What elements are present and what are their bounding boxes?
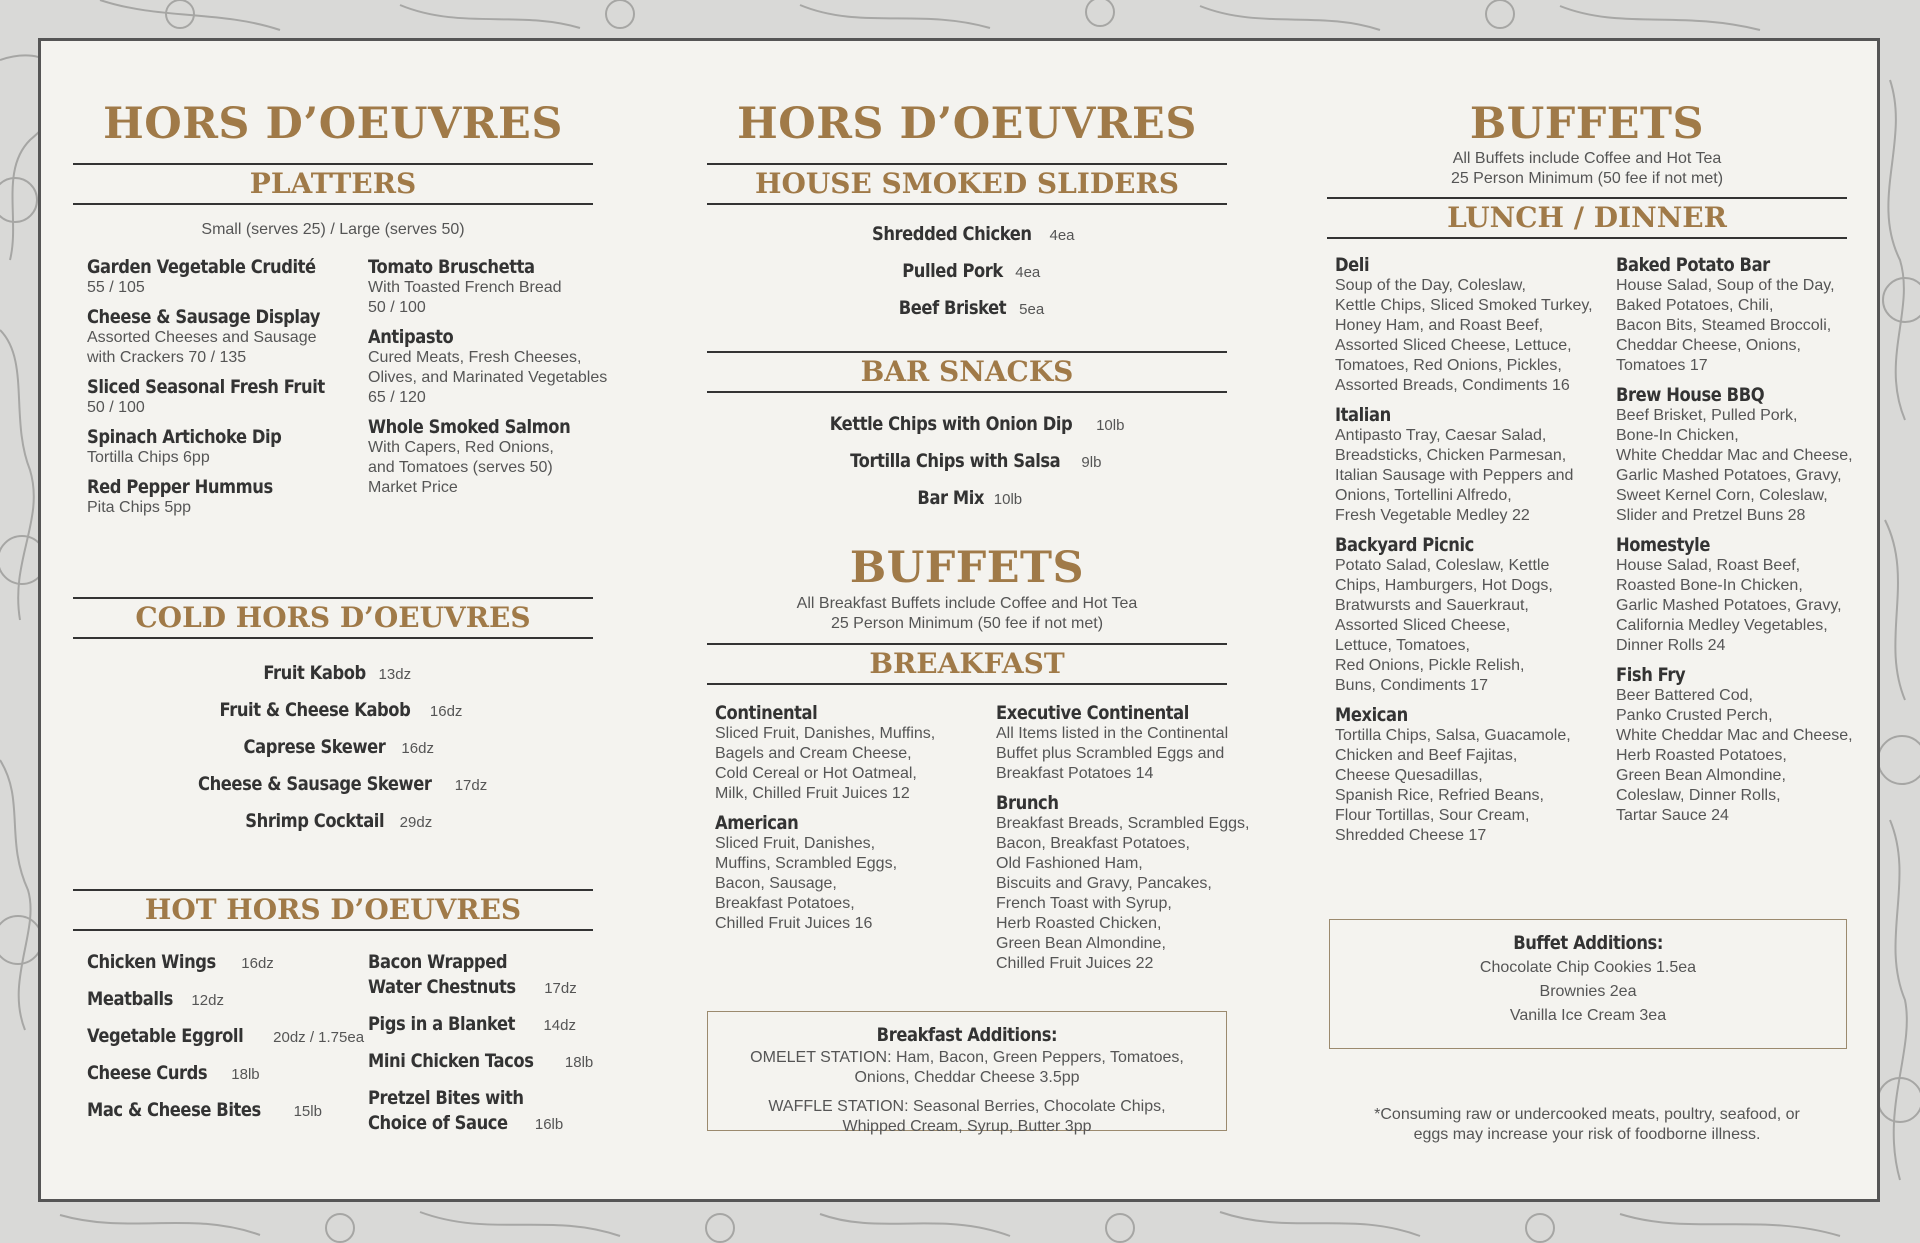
menu-item (87, 988, 367, 1025)
item-name: Choice of Sauce (368, 1112, 508, 1134)
item-description: Breakfast Breads, Scrambled Eggs, Bacon, Breakfast Potatoes, Old Fashioned Ham, Biscuits and Gravy, Pancakes, French Toast with Syrup, Herb Roasted Chicken, Green Bean Almondine, Chilled Fruit Juices 22 (996, 815, 1250, 972)
buffets-note: All Buffets include Coffee and Hot Tea (1452, 150, 1722, 167)
item-description: Cured Meats, Fresh Cheeses, Olives, and Marinated Vegetables 65 / 120 (368, 349, 608, 406)
item-name: Tomato Bruschetta (368, 256, 535, 278)
item-name: Sliced Seasonal Fresh Fruit (87, 376, 325, 398)
cold-list (73, 656, 593, 841)
heading-hors-doeuvres: HORS D’OEUVRES (737, 99, 1197, 149)
menu-item (73, 693, 593, 730)
sliders-list (707, 217, 1227, 328)
item-name: Italian (1335, 404, 1391, 426)
platters-right-list (368, 256, 638, 506)
waffle-station: WAFFLE STATION: Seasonal Berries, Chocolate Chips, Whipped Cream, Syrup, Butter 3pp (768, 1098, 1166, 1135)
menu-item (87, 1062, 367, 1099)
item-name: Backyard Picnic (1335, 534, 1474, 556)
menu-item (87, 1099, 367, 1136)
item-name: Deli (1335, 254, 1370, 276)
hot-left-list (87, 951, 367, 1136)
item-price: 14dz (543, 1017, 576, 1034)
menu-item (73, 656, 593, 693)
omelet-station: OMELET STATION: Ham, Bacon, Green Peppers, Tomatoes, Onions, Cheddar Cheese 3.5pp (750, 1049, 1184, 1086)
item-name: Cheese Curds (87, 1062, 208, 1084)
lunch-right-list (1616, 254, 1876, 826)
item-name: Whole Smoked Salmon (368, 416, 571, 438)
menu-item (87, 426, 357, 468)
breakfast-additions-title: Breakfast Additions: (876, 1024, 1058, 1046)
buffet-additions-box (1329, 919, 1847, 1049)
menu-item (707, 407, 1227, 444)
item-name: Pretzel Bites with (368, 1087, 524, 1109)
item-price: 12dz (191, 992, 224, 1009)
item-description: Beef Brisket, Pulled Pork, Bone-In Chicken, White Cheddar Mac and Cheese, Garlic Mashed Potatoes, Gravy, Sweet Kernel Corn, Coleslaw, Slider and Pretzel Buns 28 (1616, 407, 1853, 524)
menu-item (1335, 254, 1615, 396)
item-name: Continental (715, 702, 818, 724)
item-name: Water Chestnuts (368, 976, 516, 998)
item-price: 18lb (564, 1054, 594, 1071)
menu-item (73, 730, 593, 767)
item-description: Sliced Fruit, Danishes, Muffins, Bagels and Cream Cheese, Cold Cereal or Hot Oatmeal, Milk, Chilled Fruit Juices 12 (715, 725, 936, 802)
buffet-addition-item: Brownies 2ea (1539, 983, 1637, 1000)
item-name: Brew House BBQ (1616, 384, 1765, 406)
item-name: Pulled Pork (901, 260, 1003, 282)
menu-item (368, 1087, 638, 1137)
menu-item (707, 254, 1227, 291)
item-price: 16dz (401, 740, 434, 757)
menu-item (87, 476, 357, 518)
item-price: 16dz (429, 703, 463, 720)
lunch-left-list (1335, 254, 1615, 846)
menu-item (996, 702, 1266, 784)
heading-buffets: BUFFETS (1469, 99, 1705, 149)
breakfast-left-list (715, 702, 995, 934)
item-price: 17dz (544, 980, 577, 997)
item-name: Bacon Wrapped (368, 951, 508, 973)
item-name: Brunch (996, 792, 1059, 814)
item-name: Meatballs (87, 988, 173, 1010)
item-name: Executive Continental (996, 702, 1189, 724)
item-price: 20dz / 1.75ea (273, 1029, 365, 1046)
item-name: Pigs in a Blanket (368, 1013, 516, 1035)
item-description: House Salad, Roast Beef, Roasted Bone-In Chicken, Garlic Mashed Potatoes, Gravy, California Medley Vegetables, Dinner Rolls 24 (1616, 557, 1842, 654)
item-name: Fish Fry (1616, 664, 1686, 686)
item-price: 13dz (378, 666, 412, 683)
menu-item (87, 376, 357, 418)
menu-item (715, 812, 995, 934)
buffet-addition-item: Vanilla Ice Cream 3ea (1509, 1007, 1667, 1024)
item-price: 9lb (1081, 454, 1102, 471)
item-name: Antipasto (368, 326, 454, 348)
menu-item (1616, 664, 1876, 826)
menu-item (996, 792, 1266, 974)
item-name: Red Pepper Hummus (87, 476, 273, 498)
item-name: Homestyle (1616, 534, 1711, 556)
item-price: 10lb (1096, 417, 1125, 434)
item-name: Mexican (1335, 704, 1408, 726)
menu-item (368, 416, 638, 498)
item-description: All Items listed in the Continental Buffet plus Scrambled Eggs and Breakfast Potatoes 14 (996, 725, 1229, 782)
item-price: 10lb (993, 491, 1023, 508)
section-title-breakfast: BREAKFAST (707, 643, 1227, 685)
item-price: 18lb (231, 1066, 260, 1083)
item-description: Assorted Cheeses and Sausage with Crackers 70 / 135 (87, 329, 317, 366)
foodborne-illness-disclaimer: *Consuming raw or undercooked meats, poultry, seafood, or eggs may increase your risk of foodborne illness. (1374, 1106, 1800, 1143)
section-title-cold-hors-doeuvres: COLD HORS D’OEUVRES (73, 597, 593, 639)
menu-item (368, 256, 638, 318)
breakfast-additions-box (707, 1011, 1227, 1135)
menu-item (707, 217, 1227, 254)
item-name: Caprese Skewer (243, 736, 386, 758)
menu-item (1335, 404, 1615, 526)
item-description: Potato Salad, Coleslaw, Kettle Chips, Hamburgers, Hot Dogs, Bratwursts and Sauerkraut, Assorted Sliced Cheese, Lettuce, Tomatoes, Red Onions, Pickle Relish, Buns, Condiments 17 (1335, 557, 1553, 694)
item-price: 4ea (1015, 264, 1041, 281)
item-price: 16lb (534, 1116, 564, 1133)
item-description: Tortilla Chips 6pp (87, 449, 210, 466)
item-name: Mini Chicken Tacos (368, 1050, 534, 1072)
menu-item (87, 1025, 367, 1062)
menu-item (368, 1050, 638, 1075)
menu-item (707, 444, 1227, 481)
heading-hors-doeuvres: HORS D’OEUVRES (103, 99, 563, 149)
menu-item (707, 291, 1227, 328)
item-price: 5ea (1019, 301, 1045, 318)
breakfast-right-list (996, 702, 1266, 974)
platters-left-list (87, 256, 357, 526)
item-name: Kettle Chips with Onion Dip (829, 413, 1072, 435)
item-name: Shrimp Cocktail (245, 810, 384, 832)
breakfast-buffets-note: All Breakfast Buffets include Coffee and Hot Tea (796, 595, 1138, 612)
menu-item (368, 1013, 638, 1038)
item-name: Cheese & Sausage Skewer (197, 773, 432, 795)
item-name: American (715, 812, 799, 834)
hot-right-list (368, 951, 638, 1137)
menu-item (1616, 384, 1876, 526)
item-price: 17dz (454, 777, 488, 794)
buffet-addition-item: Chocolate Chip Cookies 1.5ea (1479, 959, 1697, 976)
platters-size-note: Small (serves 25) / Large (serves 50) (201, 221, 465, 238)
menu-item (87, 951, 367, 988)
item-name: Spinach Artichoke Dip (87, 426, 282, 448)
item-price: 4ea (1049, 227, 1075, 244)
item-name: Tortilla Chips with Salsa (849, 450, 1060, 472)
item-name: Fruit Kabob (263, 662, 366, 684)
menu-item (1616, 534, 1876, 656)
menu-item (87, 306, 357, 368)
item-price: 16dz (241, 955, 274, 972)
heading-buffets: BUFFETS (849, 543, 1085, 593)
item-name: Shredded Chicken (872, 223, 1033, 245)
item-description: Antipasto Tray, Caesar Salad, Breadsticks, Chicken Parmesan, Italian Sausage with Peppers and Onions, Tortellini Alfredo, Fresh Vegetable Medley 22 (1335, 427, 1574, 524)
minimum-note: 25 Person Minimum (50 fee if not met) (830, 615, 1104, 632)
item-name: Mac & Cheese Bites (87, 1099, 261, 1121)
item-description: 50 / 100 (87, 399, 145, 416)
item-description: With Toasted French Bread 50 / 100 (368, 279, 562, 316)
item-name: Beef Brisket (898, 297, 1006, 319)
minimum-note: 25 Person Minimum (50 fee if not met) (1450, 170, 1724, 187)
item-name: Baked Potato Bar (1616, 254, 1770, 276)
buffet-additions-title: Buffet Additions: (1513, 932, 1663, 954)
menu-item (87, 256, 357, 298)
item-name: Bar Mix (917, 487, 984, 509)
item-name: Fruit & Cheese Kabob (219, 699, 410, 721)
item-price: 15lb (293, 1103, 322, 1120)
section-title-house-smoked-sliders: HOUSE SMOKED SLIDERS (707, 163, 1227, 205)
menu-item (73, 767, 593, 804)
item-description: House Salad, Soup of the Day, Baked Potatoes, Chili, Bacon Bits, Steamed Broccoli, Cheddar Cheese, Onions, Tomatoes 17 (1616, 277, 1835, 374)
item-description: Tortilla Chips, Salsa, Guacamole, Chicken and Beef Fajitas, Cheese Quesadillas, Spanish Rice, Refried Beans, Flour Tortillas, Sour Cream, Shredded Cheese 17 (1335, 727, 1571, 844)
item-name: Garden Vegetable Crudité (87, 256, 316, 278)
item-name: Vegetable Eggroll (87, 1025, 244, 1047)
menu-item (73, 804, 593, 841)
menu-item (1335, 534, 1615, 696)
menu-item (368, 326, 638, 408)
section-title-hot-hors-doeuvres: HOT HORS D’OEUVRES (73, 889, 593, 931)
item-name: Chicken Wings (87, 951, 216, 973)
item-description: Soup of the Day, Coleslaw, Kettle Chips, Sliced Smoked Turkey, Honey Ham, and Roast Beef, Assorted Sliced Cheese, Lettuce, Tomatoes, Red Onions, Pickles, Assorted Breads, Condiments 16 (1335, 277, 1593, 394)
menu-item (1335, 704, 1615, 846)
section-title-platters: PLATTERS (73, 163, 593, 205)
item-description: Beer Battered Cod, Panko Crusted Perch, White Cheddar Mac and Cheese, Herb Roasted Potatoes, Green Bean Almondine, Coleslaw, Dinner Rolls, Tartar Sauce 24 (1616, 687, 1853, 824)
item-description: Pita Chips 5pp (87, 499, 192, 516)
item-price: 29dz (399, 814, 433, 831)
menu-item (1616, 254, 1876, 376)
section-title-bar-snacks: BAR SNACKS (707, 351, 1227, 393)
menu-item (715, 702, 995, 804)
item-description: 55 / 105 (87, 279, 145, 296)
menu-item (368, 951, 638, 1001)
bar-snacks-list (707, 407, 1227, 518)
item-description: Sliced Fruit, Danishes, Muffins, Scrambled Eggs, Bacon, Sausage, Breakfast Potatoes, Chilled Fruit Juices 16 (715, 835, 898, 932)
item-description: With Capers, Red Onions, and Tomatoes (serves 50) Market Price (368, 439, 554, 496)
menu-panel (38, 38, 1880, 1202)
section-title-lunch-dinner: LUNCH / DINNER (1327, 197, 1847, 239)
item-name: Cheese & Sausage Display (87, 306, 320, 328)
menu-item (707, 481, 1227, 518)
